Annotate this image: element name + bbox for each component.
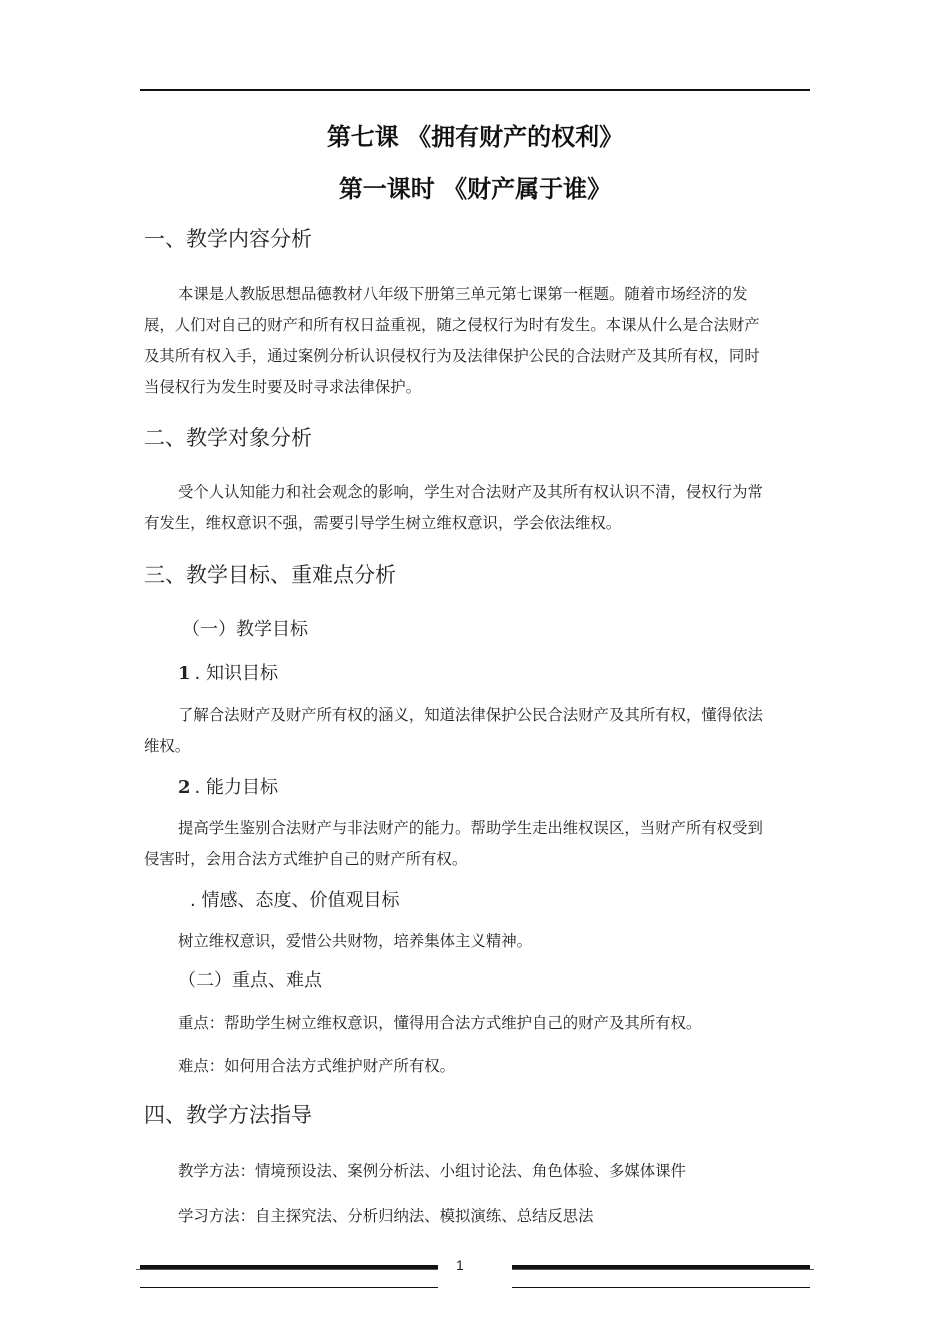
knowledge-goal-number: 1 — [178, 663, 191, 684]
section-heading-goals: 三、教学目标、重难点分析 — [144, 563, 396, 587]
learning-method-text: 学习方法：自主探究法、分析归纳法、模拟演练、总结反思法 — [178, 1207, 594, 1225]
knowledge-goal-text — [144, 700, 816, 762]
knowledge-goal-label: . 知识目标 — [194, 663, 278, 684]
emotion-goal-heading: . 情感、态度、价值观目标 — [190, 890, 400, 911]
paragraph-line: 展，人们对自己的财产和所有权日益重视，随之侵权行为时有发生。本课从什么是合法财产 — [144, 316, 760, 334]
footer-rule-left-thin — [140, 1287, 438, 1288]
paragraph-line: 当侵权行为发生时要及时寻求法律保护。 — [144, 378, 422, 396]
page-number: 1 — [456, 1257, 464, 1273]
emotion-goal-text: 树立维权意识，爱惜公共财物，培养集体主义精神。 — [178, 932, 532, 950]
goals-subheading: （一）教学目标 — [182, 619, 308, 640]
paragraph-line: 有发生，维权意识不强，需要引导学生树立维权意识，学会依法维权。 — [144, 514, 622, 532]
lesson-subtitle: 第一课时 《财产属于谁》 — [338, 175, 612, 203]
ability-goal-heading — [178, 773, 278, 799]
paragraph-line: 本课是人教版思想品德教材八年级下册第三单元第七课第一框题。随着市场经济的发 — [178, 285, 748, 303]
section-heading-methods: 四、教学方法指导 — [144, 1103, 312, 1127]
ability-goal-label: . 能力目标 — [194, 777, 278, 798]
footer-rule-right-blue — [512, 1269, 814, 1270]
paragraph-line: 侵害时，会用合法方式维护自己的财产所有权。 — [144, 850, 468, 868]
teaching-method-text: 教学方法：情境预设法、案例分析法、小组讨论法、角色体验、多媒体课件 — [178, 1162, 686, 1180]
lesson-title: 第七课 《拥有财产的权利》 — [326, 123, 624, 151]
difficulty-text: 难点：如何用合法方式维护财产所有权。 — [178, 1057, 456, 1075]
section-heading-content-analysis: 一、教学内容分析 — [144, 227, 312, 251]
header-rule — [140, 89, 810, 91]
paragraph-line: 受个人认知能力和社会观念的影响，学生对合法财产及其所有权认识不清，侵权行为常 — [178, 483, 763, 501]
paragraph-line: 及其所有权入手，通过案例分析认识侵权行为及法律保护公民的合法财产及其所有权，同时 — [144, 347, 760, 365]
footer-rule-left-blue — [136, 1269, 438, 1270]
content-analysis-paragraph — [144, 279, 816, 403]
section-heading-audience-analysis: 二、教学对象分析 — [144, 426, 312, 450]
footer-rule-right-thin — [512, 1287, 810, 1288]
knowledge-goal-heading — [178, 659, 278, 685]
ability-goal-number: 2 — [178, 777, 191, 798]
paragraph-line: 了解合法财产及财产所有权的涵义，知道法律保护公民合法财产及其所有权，懂得依法 — [178, 706, 763, 724]
ability-goal-text — [144, 813, 816, 875]
paragraph-line: 维权。 — [144, 737, 191, 755]
audience-analysis-paragraph — [144, 477, 816, 539]
keypoints-subheading: （二）重点、难点 — [178, 970, 322, 991]
paragraph-line: 提高学生鉴别合法财产与非法财产的能力。帮助学生走出维权误区，当财产所有权受到 — [178, 819, 763, 837]
key-point-text: 重点：帮助学生树立维权意识，懂得用合法方式维护自己的财产及其所有权。 — [178, 1014, 702, 1032]
